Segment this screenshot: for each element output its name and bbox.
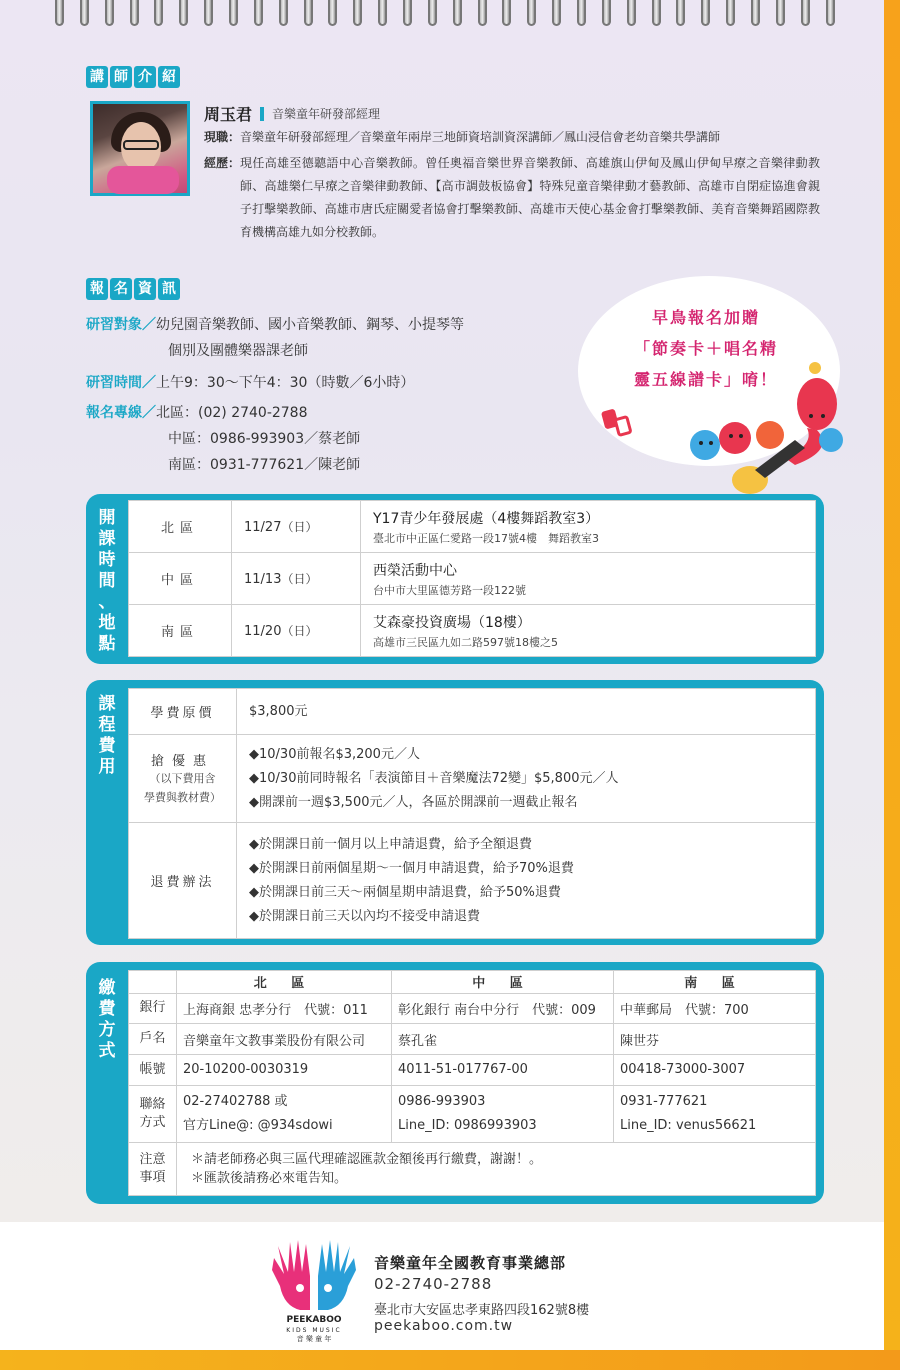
footer-website-link[interactable]: peekaboo.com.tw <box>374 1318 514 1334</box>
schedule-label: 開 課 時 間 、 地 點 <box>98 508 116 654</box>
instructor-experience: 經歷： 現任高雄至德聽語中心音樂教師。曾任奧福音樂世界音樂教師、高雄旗山伊甸及鳳山伊甸早療之音樂律動教師、高雄樂仁早療之音樂律動教師、【高市調鼓板協會】特殊兒童音樂律動才藝教師、高雄市自閉症協進會親子打擊樂教師、高雄市唐氏症關愛者協會打擊樂教師、高雄市天使心基金會打擊樂教師、美育音樂舞蹈國際教育機構高雄九如分校教師。 <box>204 156 821 239</box>
orange-bottom-edge <box>0 1350 900 1370</box>
table-row: 銀行 上海商銀 忠孝分行 代號：011 彰化銀行 南台中分行 代號：009 中華郵局 代號：700 <box>129 993 816 1024</box>
table-row: 學費原價 $3,800元 <box>129 689 816 735</box>
instructor-photo <box>90 101 190 196</box>
instructor-current: 現職： 音樂童年研發部經理／音樂童年兩岸三地師資培訓資深講師／鳳山浸信會老幼音樂共學講師 <box>204 130 721 144</box>
instructor-section-title: 講 師 介 紹 <box>86 66 180 88</box>
footer-title: 音樂童年全國教育事業總部 <box>374 1254 567 1272</box>
payment-label: 繳 費 方 式 <box>98 978 116 1061</box>
peekaboo-logo-icon <box>270 1236 358 1344</box>
footer-phone[interactable]: 02-2740-2788 <box>374 1275 493 1293</box>
fees-label: 課 程 費 用 <box>98 694 116 777</box>
schedule-table <box>128 500 816 657</box>
table-row: 帳號 20-10200-0030319 4011-51-017767-00 00418-73000-3007 <box>129 1054 816 1085</box>
table-row: 搶優惠 （以下費用含 學費與教材費） ◆10/30前報名$3,200元／人 ◆10/30前同時報名「表演節目＋音樂魔法72變」$5,800元／人 ◆開課前一週$3,500元／人，各區於開課前一週截止報名 <box>129 735 816 823</box>
fees-table <box>128 688 816 939</box>
table-row: 聯絡 方式 02-27402788 或 官方Line@: @934sdowi 0986-993903 Line_ID: 0986993903 0931-777621 Line_ID: venus56621 <box>129 1085 816 1142</box>
table-row: 戶名 音樂童年文教事業股份有限公司 蔡孔雀 陳世芬 <box>129 1024 816 1055</box>
svg-text:PEEKABOO: PEEKABOO <box>286 1315 342 1325</box>
payment-table <box>128 970 816 1196</box>
footer-address: 臺北市大安區忠孝東路四段162號8樓 <box>374 1303 590 1318</box>
promo-text: 早鳥報名加贈 「節奏卡＋唱名精 靈五線譜卡」唷！ <box>633 308 778 389</box>
table-row: 南區 11/20（日） 艾森豪投資廣場（18樓） 高雄市三民區九如二路597號18樓之5 <box>129 605 816 657</box>
registration-info: 研習對象／幼兒園音樂教師、國小音樂教師、鋼琴、小提琴等 個別及團體樂器課老師 研習時間／上午9：30～下午4：30（時數／6小時） 報名專線／北區：(02) 2740-2788 中區：0986-993903／蔡老師 南區：0931-777621／陳老師 <box>86 317 464 473</box>
instructor-name: 周玉君 <box>204 105 253 124</box>
instructor-title: 音樂童年研發部經理 <box>272 107 381 121</box>
table-row: 北區 11/27（日） Y17青少年發展處（4樓舞蹈教室3） 臺北市中正區仁愛路一段17號4樓 舞蹈教室3 <box>129 501 816 553</box>
svg-text:音 樂 童 年: 音 樂 童 年 <box>296 1335 332 1343</box>
table-row: 注意 事項 ＊請老師務必與三區代理確認匯款金額後再行繳費，謝謝！。 ＊匯款後請務必來電告知。 <box>129 1142 816 1195</box>
instructor-name-line <box>204 102 380 125</box>
music-note-characters-icon <box>595 340 855 500</box>
registration-section-title: 報 名 資 訊 <box>86 278 180 300</box>
table-row: 中區 11/13（日） 西榮活動中心 台中市大里區德芳路一段122號 <box>129 553 816 605</box>
orange-edge <box>884 0 900 1370</box>
table-row: 退費辦法 ◆於開課日前一個月以上申請退費，給予全額退費 ◆於開課日前兩個星期～一個月申請退費，給予70%退費 ◆於開課日前三天～兩個星期申請退費，給予50%退費 ◆於開課日前三天以內均不接受申請退費 <box>129 823 816 939</box>
binder-rings <box>55 0 835 26</box>
table-row: 北 區 中 區 南 區 <box>129 971 816 994</box>
svg-text:KIDS MUSIC: KIDS MUSIC <box>286 1327 342 1334</box>
